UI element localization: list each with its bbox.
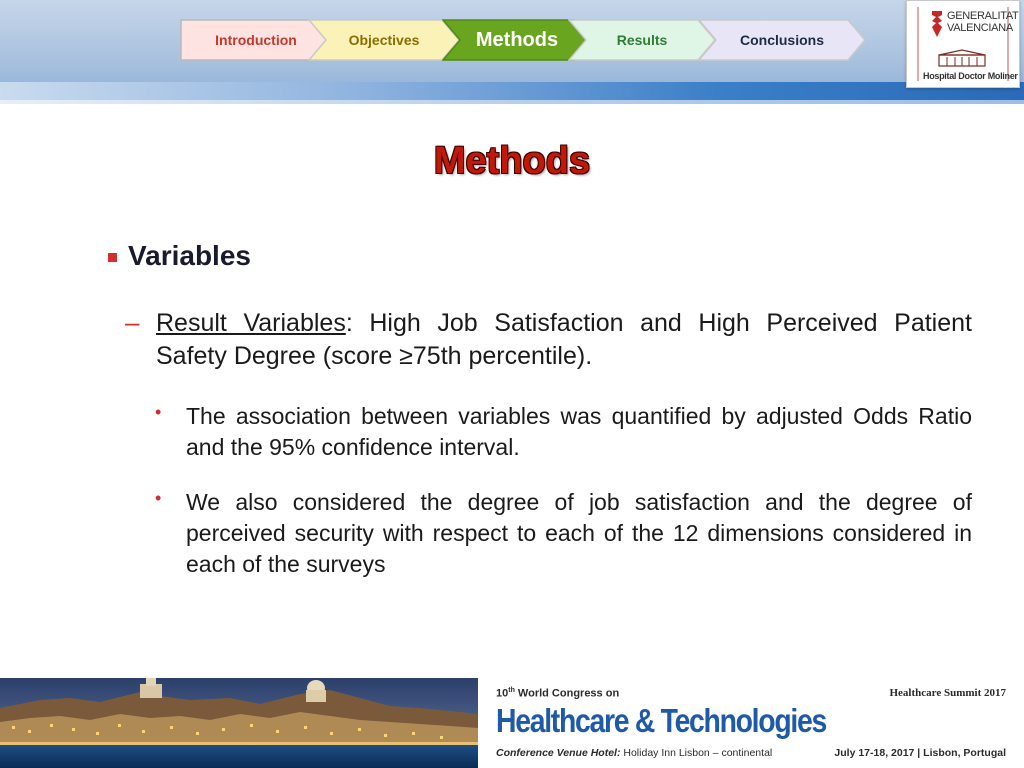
lisbon-skyline-image [0,678,478,768]
coat-of-arms-icon [929,9,945,39]
lisbon-skyline-photo [0,678,478,768]
header-stripe [0,82,1024,100]
logo-border-left [917,7,919,81]
dot-bullet-icon: • [155,488,162,508]
step-conclusions[interactable] [698,19,866,61]
congress-edition [496,687,619,700]
header-underline [0,100,1024,104]
venue-info [496,747,772,759]
step-objectives[interactable] [308,19,460,61]
result-variables-description: : High Job Satisfaction and High Perceived Patient Safety Degree (score ≥75th percentile). [156,309,972,370]
step-results-label: Results [616,32,668,48]
logo-text-line1: GENERALITAT [947,10,1019,22]
congress-banner [478,678,1024,768]
step-methods-label: Methods [475,28,559,51]
step-introduction-label: Introduction [215,32,297,48]
hospital-building-icon [937,49,987,67]
result-variables-label: Result Variables [156,309,346,337]
bullet-text: We also considered the degree of job satisfaction and the degree of perceived security with respect to each of the 12 dimensions considered in each of the surveys [186,489,972,577]
venue-value: Holiday Inn Lisbon – continental [620,747,773,759]
section-breadcrumb [180,19,866,61]
step-conclusions-label: Conclusions [739,32,824,48]
bullet-text: The association between variables was quantified by adjusted Odds Ratio and the 95% confidence interval. [186,403,972,460]
congress-number: 10 [496,687,509,700]
logo-text-line2: VALENCIANA [947,22,1013,34]
dot-bullet-icon: • [155,402,162,422]
congress-ordinal: th [508,687,515,694]
dash-bullet-icon: – [125,307,140,337]
congress-title: Healthcare & Technologies [496,702,826,739]
step-objectives-label: Objectives [348,32,420,48]
square-bullet-icon [108,253,117,262]
slide-title: Methods [433,140,591,182]
result-variables-text [156,307,972,373]
logo-hospital-name: Hospital Doctor Moliner [923,71,1018,81]
venue-label: Conference Venue Hotel: [496,747,621,759]
generalitat-logo [906,0,1020,88]
footer [0,678,1024,768]
summit-name: Healthcare Summit 2017 [889,687,1006,699]
step-results[interactable] [568,19,716,61]
event-date: July 17-18, 2017 | Lisbon, Portugal [834,747,1006,759]
section-heading: Variables [128,240,251,271]
congress-text: World Congress on [514,687,620,700]
